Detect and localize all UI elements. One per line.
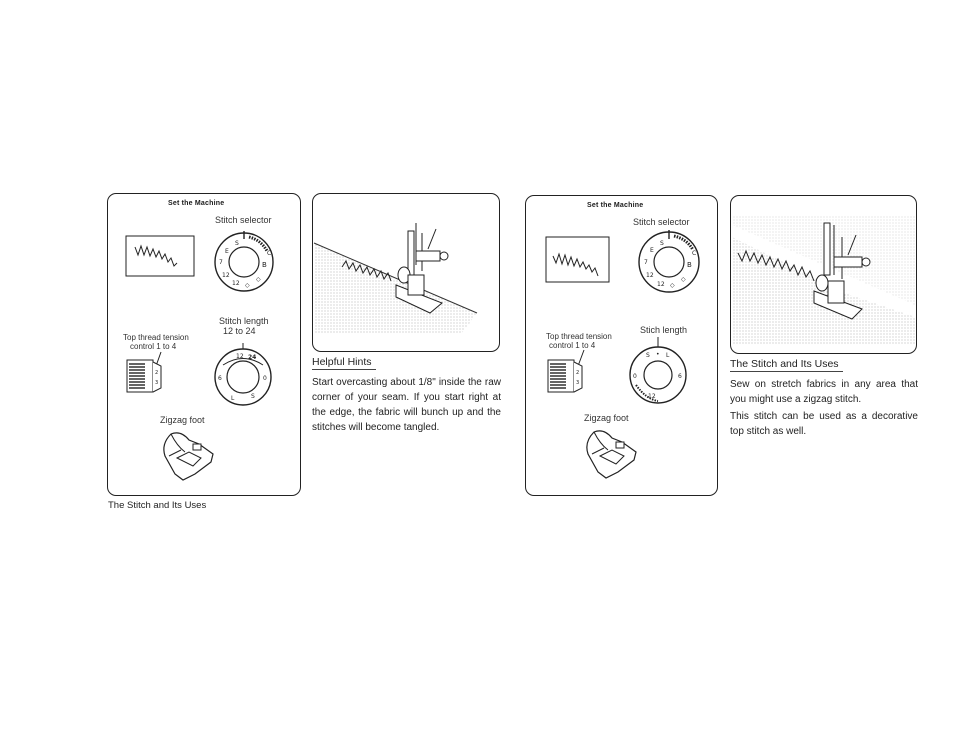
left-tension-label-line2: control 1 to 4 [130,342,177,351]
svg-text:12: 12 [646,272,654,279]
svg-text:•: • [656,351,660,358]
svg-text:12: 12 [648,393,656,400]
svg-text:3: 3 [155,380,159,386]
right-stitch-selector-dial [637,230,701,294]
right-tension-label-line2: control 1 to 4 [549,341,596,350]
left-helpful-hints-text: Start overcasting about 1/8" inside the raw corner of your seam. If you start right at the edge, the fabric will bunch up and the stitches will become tangled. [312,377,501,433]
left-stitch-length-label: Stitch length [219,316,269,326]
right-tension-label-line1: Top thread tension [546,332,612,341]
left-zigzag-foot-illustration [155,428,221,484]
svg-text:12: 12 [222,272,230,279]
right-stitch-uses-text1: Sew on stretch fabrics in any area that you might use a zigzag stitch. [730,379,918,405]
left-sewing-illustration [312,193,500,352]
svg-text:12: 12 [236,353,244,360]
svg-text:12: 12 [232,280,240,287]
left-zigzag-foot-label: Zigzag foot [160,415,205,425]
left-stitch-uses-caption: The Stitch and Its Uses [108,500,207,511]
svg-text:E: E [225,248,229,255]
svg-text:L: L [231,395,235,402]
left-stitch-selector-label: Stitch selector [215,215,272,225]
svg-text:E: E [650,247,654,254]
svg-text:S: S [251,393,255,400]
right-sewing-illustration [730,195,917,354]
right-stitch-uses-text2: This stitch can be used as a decorative top stitch as well. [730,411,918,437]
svg-text:B: B [262,261,267,269]
right-stitch-preview-illustration [545,236,610,283]
svg-text:6: 6 [678,373,682,380]
right-stitch-length-dial [626,337,690,403]
right-stitch-selector-label: Stitch selector [633,217,690,227]
svg-text:S: S [660,240,664,247]
svg-text:L: L [666,352,670,359]
svg-text:6: 6 [218,375,222,382]
svg-text:12: 12 [657,281,665,288]
svg-text:S: S [646,352,650,359]
left-set-machine-title: Set the Machine [168,200,225,207]
svg-text:B: B [687,261,692,269]
svg-text:2: 2 [155,370,159,376]
svg-text:◇: ◇ [245,282,250,289]
right-set-machine-title: Set the Machine [587,202,644,209]
svg-text:7: 7 [644,259,648,266]
left-stitch-length-dial [213,343,273,407]
right-zigzag-foot-illustration [578,426,644,484]
right-stitch-uses-heading: The Stitch and Its Uses [730,358,843,372]
left-stitch-length-value: 12 to 24 [223,326,256,336]
svg-text:3: 3 [576,380,580,386]
svg-text:7: 7 [219,259,223,266]
svg-text:0: 0 [263,375,267,382]
svg-text:◇: ◇ [681,276,686,283]
svg-text:C: C [692,250,697,257]
svg-text:S: S [235,240,239,247]
svg-text:2: 2 [576,370,580,376]
left-tension-label-line1: Top thread tension [123,333,189,342]
right-tension-dial-illustration [544,350,594,400]
right-stitch-length-label: Stich length [640,325,688,335]
svg-text:◇: ◇ [670,282,675,289]
right-zigzag-foot-label: Zigzag foot [584,413,629,423]
svg-text:◇: ◇ [256,276,261,283]
svg-text:C: C [267,250,272,257]
left-tension-dial-illustration [123,352,173,400]
left-helpful-hints-heading: Helpful Hints [312,356,376,370]
svg-text:24: 24 [248,354,257,361]
left-stitch-preview-illustration [125,235,195,277]
left-stitch-selector-dial [213,231,275,293]
svg-text:0: 0 [633,373,637,380]
